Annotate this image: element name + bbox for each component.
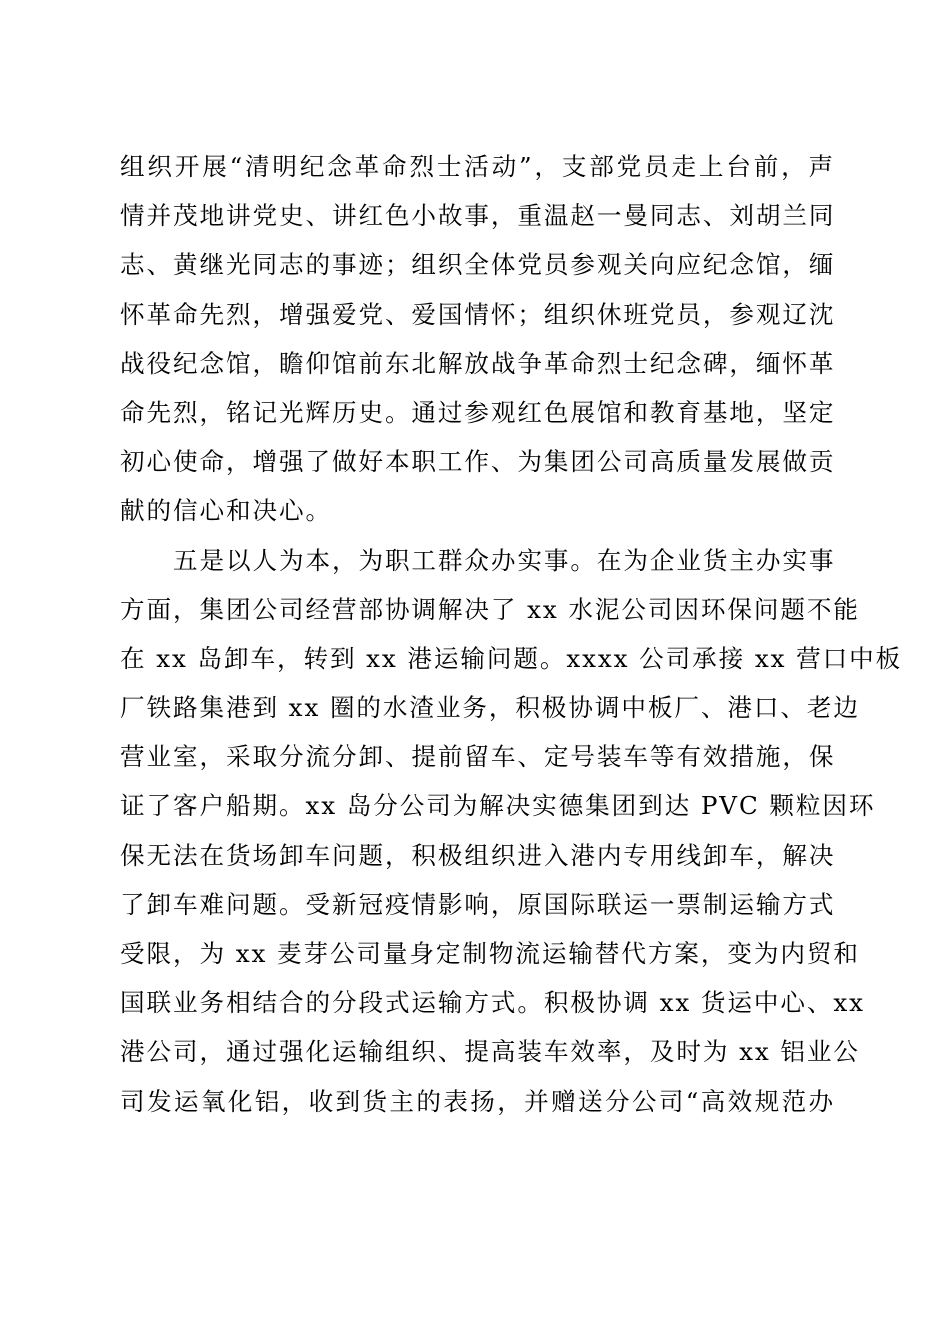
text-line: 情并茂地讲党史、讲红色小故事，重温赵一曼同志、刘胡兰同 [120,201,836,231]
paragraph-1 [120,142,835,536]
text-line: 证了客户船期。xx 岛分公司为解决实德集团到达 PVC 颗粒因环 [120,791,876,821]
text-line: 方面，集团公司经营部协调解决了 xx 水泥公司因环保问题不能 [120,594,860,624]
text-line: 五是以人为本，为职工群众办实事。在为企业货主办实事 [120,545,836,575]
text-line: 受限，为 xx 麦芽公司量身定制物流运输替代方案，变为内贸和 [120,939,860,968]
text-line: 命先烈，铭记光辉历史。通过参观红色展馆和教育基地，坚定 [120,397,836,427]
document-body [120,142,903,1126]
text-line: 在 xx 岛卸车，转到 xx 港运输问题。xxxx 公司承接 xx 营口中板 [120,643,903,673]
text-line: 了卸车难问题。受新冠疫情影响，原国际联运一票制运输方式 [120,889,836,919]
text-line: 组织开展“清明纪念革命烈士活动”，支部党员走上台前，声 [120,152,835,181]
text-line: 献的信心和决心。 [120,496,332,526]
text-line: 初心使命，增强了做好本职工作、为集团公司高质量发展做贡 [120,447,836,477]
text-line: 厂铁路集港到 xx 圈的水渣业务，积极协调中板厂、港口、老边 [120,693,860,723]
text-line: 港公司，通过强化运输组织、提高装车效率，及时为 xx 铝业公 [120,1037,860,1067]
text-line: 国联业务相结合的分段式运输方式。积极协调 xx 货运中心、xx [120,988,865,1018]
text-line: 营业室，采取分流分卸、提前留车、定号装车等有效措施，保 [120,742,836,772]
text-line: 怀革命先烈，增强爱党、爱国情怀；组织休班党员，参观辽沈 [120,299,836,329]
text-line: 保无法在货场卸车问题，积极组织进入港内专用线卸车，解决 [120,840,836,870]
text-line: 志、黄继光同志的事迹；组织全体党员参观关向应纪念馆，缅 [120,250,836,280]
paragraph-2 [120,536,903,1126]
text-line: 战役纪念馆，瞻仰馆前东北解放战争革命烈士纪念碑，缅怀革 [120,348,836,378]
text-line: 司发运氧化铝，收到货主的表扬，并赠送分公司“高效规范办 [120,1086,835,1116]
